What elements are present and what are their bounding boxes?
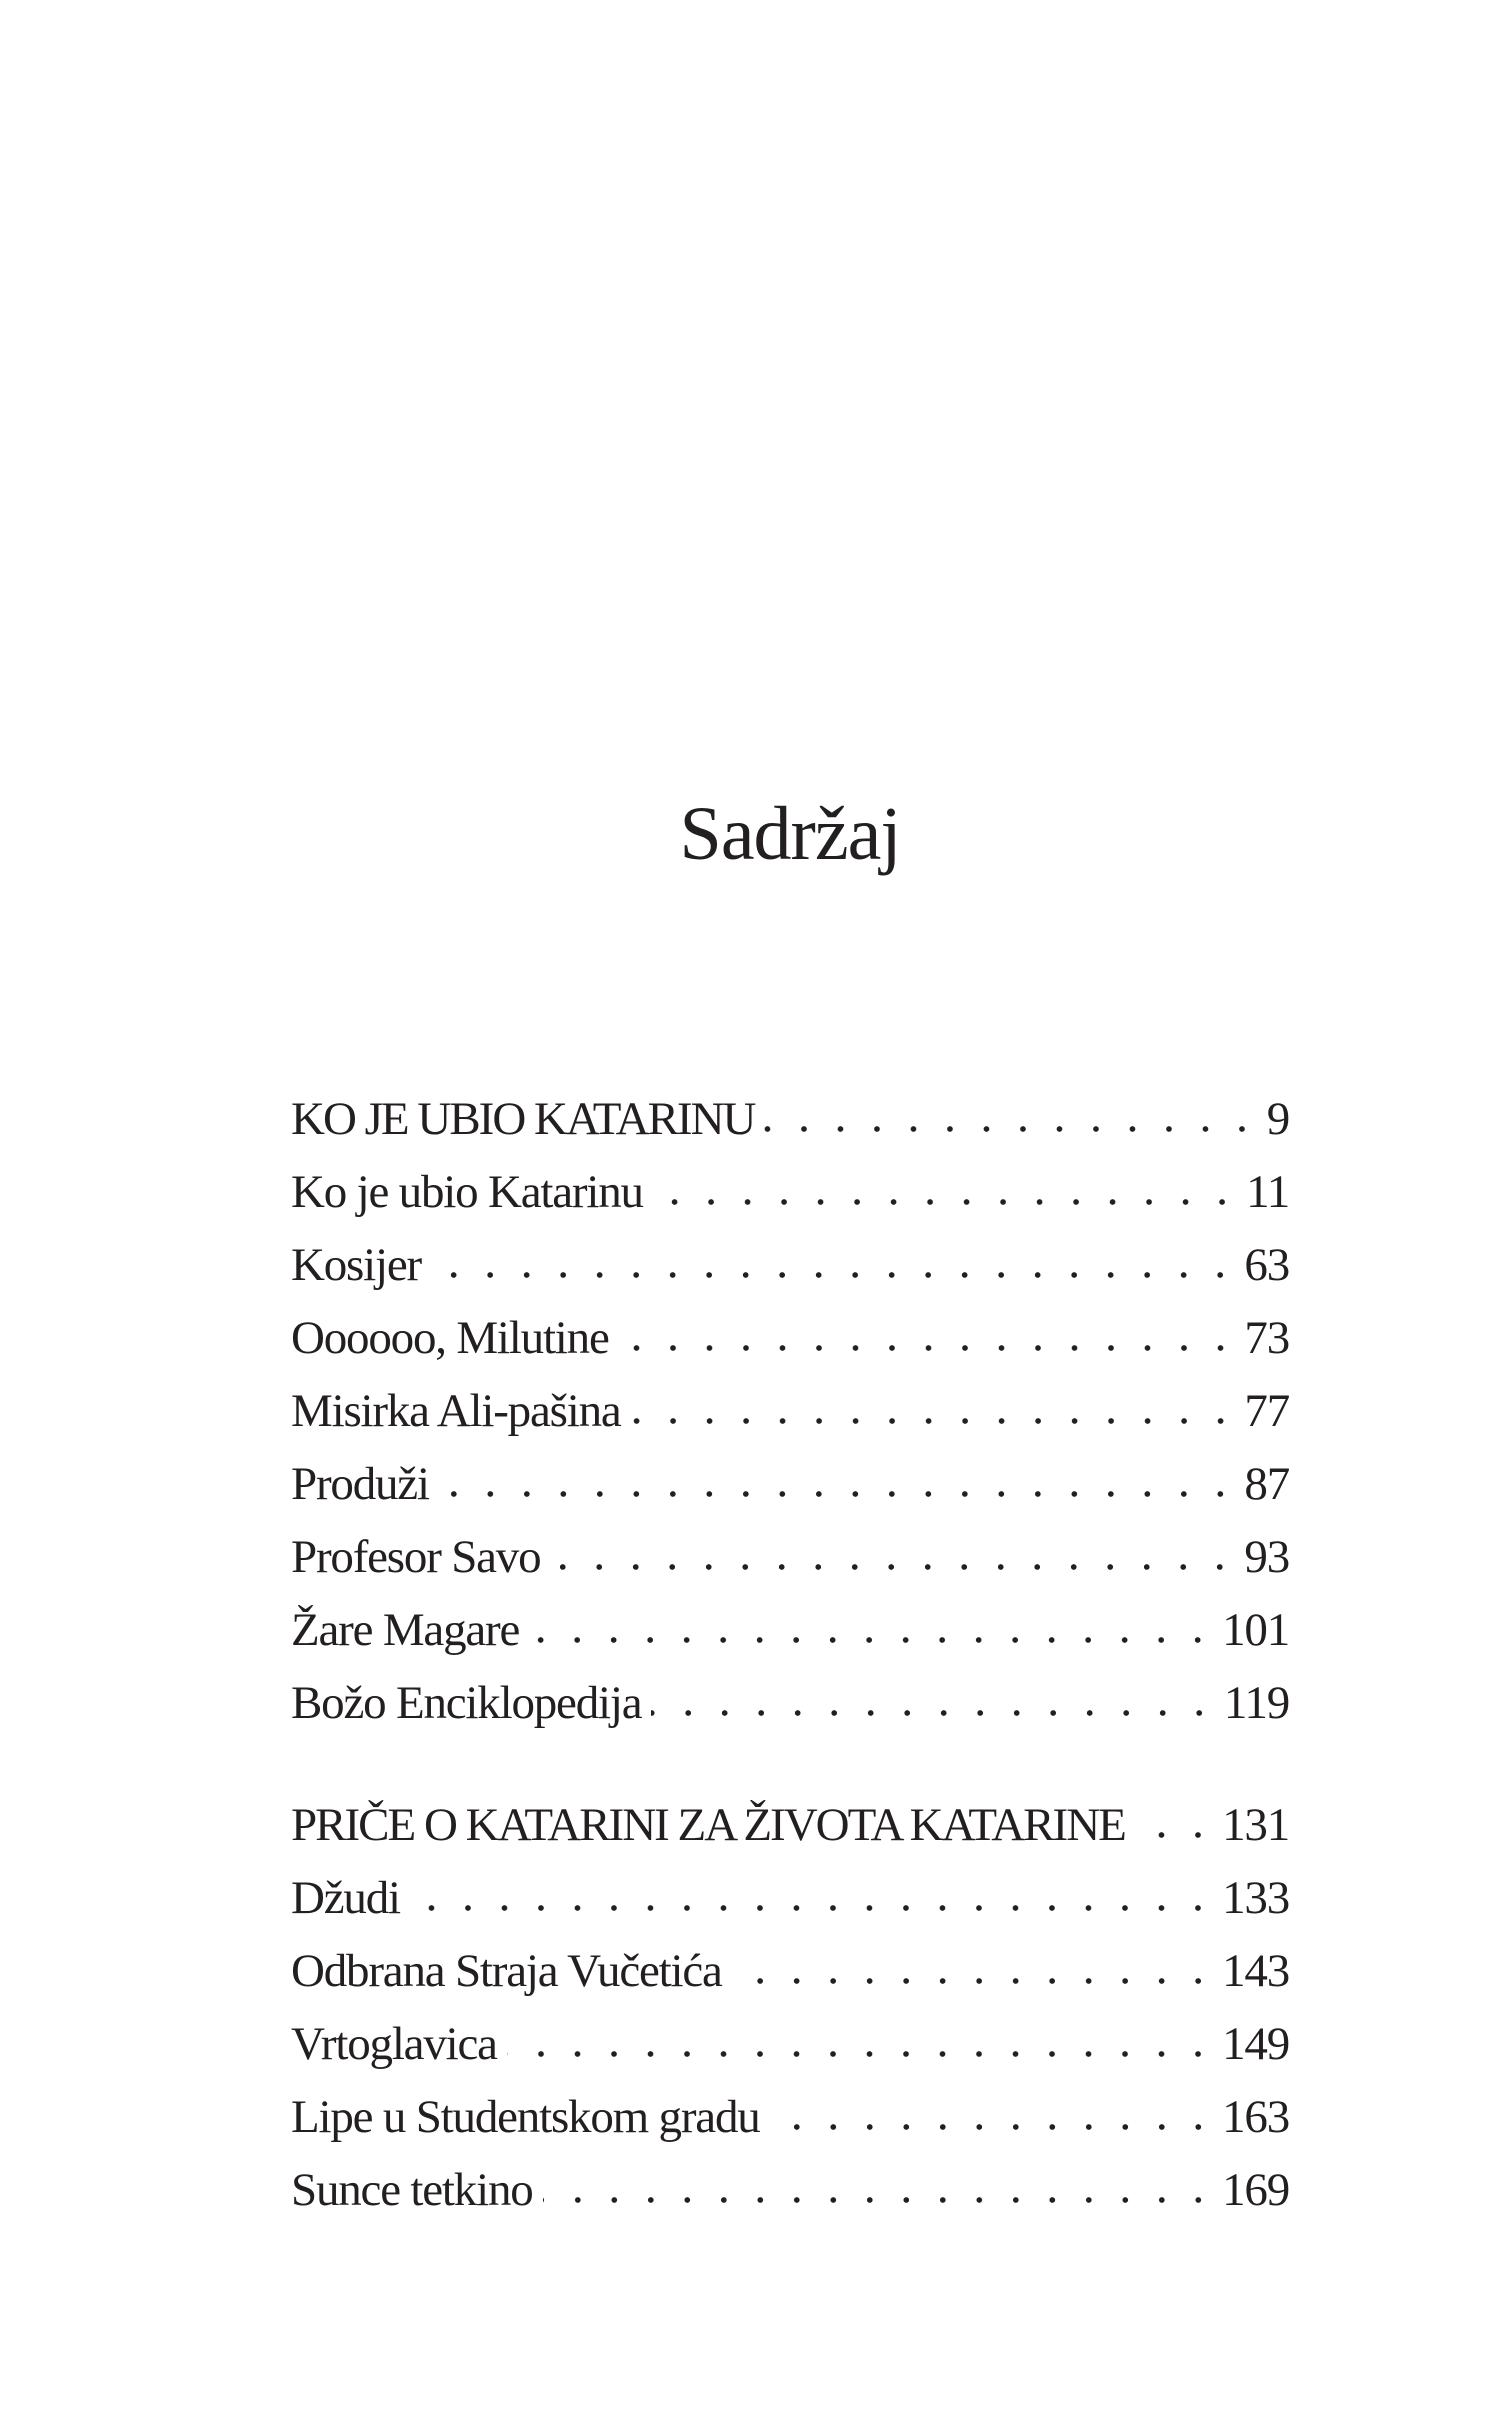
toc-page-number: 169 <box>1222 2164 1289 2216</box>
toc-section <box>291 1083 1289 1740</box>
toc-page-number: 9 <box>1266 1093 1289 1145</box>
toc-page-number: 163 <box>1222 2091 1289 2143</box>
toc-entry[interactable] <box>291 1862 1289 1935</box>
toc-page-number: 133 <box>1222 1872 1289 1924</box>
dot-leader <box>529 1635 1216 1645</box>
toc-entry-title: Produži <box>291 1458 429 1510</box>
toc-entry[interactable] <box>291 1935 1289 2008</box>
dot-leader <box>653 1197 1240 1207</box>
toc-entry[interactable] <box>291 2008 1289 2081</box>
toc-entry-title: Odbrana Straja Vučetića <box>291 1945 722 1997</box>
toc-section-heading[interactable] <box>291 1789 1289 1862</box>
toc-section <box>291 1789 1289 2227</box>
toc-entry[interactable] <box>291 1375 1289 1448</box>
toc-entry[interactable] <box>291 1302 1289 1375</box>
toc-entry[interactable] <box>291 1229 1289 1302</box>
toc-entry-title: Žare Magare <box>291 1604 520 1656</box>
dot-leader <box>764 1124 1260 1134</box>
toc-page-number: 119 <box>1223 1677 1289 1729</box>
toc-page-number: 143 <box>1222 1945 1289 1997</box>
toc-entry-title: Božo Enciklopedija <box>291 1677 642 1729</box>
toc-page-number: 63 <box>1244 1239 1289 1291</box>
dot-leader <box>543 2195 1217 2205</box>
toc-entry-title: Džudi <box>291 1872 400 1924</box>
toc-page-number: 87 <box>1244 1458 1289 1510</box>
toc-page-number: 93 <box>1244 1531 1289 1583</box>
toc-entry-title: Profesor Savo <box>291 1531 541 1583</box>
toc-page-number: 101 <box>1222 1604 1289 1656</box>
dot-leader <box>651 1708 1217 1718</box>
table-of-contents <box>291 1083 1289 2227</box>
toc-section-heading[interactable] <box>291 1083 1289 1156</box>
dot-leader <box>410 1903 1216 1913</box>
toc-entry[interactable] <box>291 1521 1289 1594</box>
toc-entry[interactable] <box>291 1594 1289 1667</box>
toc-entry-title: Misirka Ali-pašina <box>291 1385 621 1437</box>
toc-page-number: 149 <box>1222 2018 1289 2070</box>
dot-leader <box>439 1489 1239 1499</box>
toc-entry[interactable] <box>291 1156 1289 1229</box>
dot-leader <box>1135 1830 1216 1840</box>
dot-leader <box>507 2049 1216 2059</box>
toc-entry-title: Vrtoglavica <box>291 2018 497 2070</box>
toc-entry[interactable] <box>291 2081 1289 2154</box>
toc-entry-title: Ko je ubio Katarinu <box>291 1166 643 1218</box>
toc-entry-title: Kosijer <box>291 1239 421 1291</box>
toc-entry-title: KO JE UBIO KATARINU <box>291 1093 755 1145</box>
toc-entry[interactable] <box>291 2154 1289 2227</box>
page-title: Sadržaj <box>679 792 901 876</box>
dot-leader <box>550 1562 1238 1572</box>
toc-page-number: 11 <box>1246 1166 1289 1218</box>
dot-leader <box>770 2122 1217 2132</box>
toc-page-number: 131 <box>1222 1799 1289 1851</box>
toc-entry-title: PRIČE O KATARINI ZA ŽIVOTA KATARINE <box>291 1799 1125 1851</box>
dot-leader <box>631 1416 1239 1426</box>
toc-entry[interactable] <box>291 1448 1289 1521</box>
toc-entry-title: Sunce tetkino <box>291 2164 533 2216</box>
toc-page-number: 77 <box>1244 1385 1289 1437</box>
toc-entry[interactable] <box>291 1667 1289 1740</box>
dot-leader <box>431 1270 1238 1280</box>
toc-entry-title: Oooooo, Milutine <box>291 1312 609 1364</box>
dot-leader <box>619 1343 1239 1353</box>
toc-entry-title: Lipe u Studentskom gradu <box>291 2091 760 2143</box>
dot-leader <box>732 1976 1216 1986</box>
toc-page-number: 73 <box>1244 1312 1289 1364</box>
